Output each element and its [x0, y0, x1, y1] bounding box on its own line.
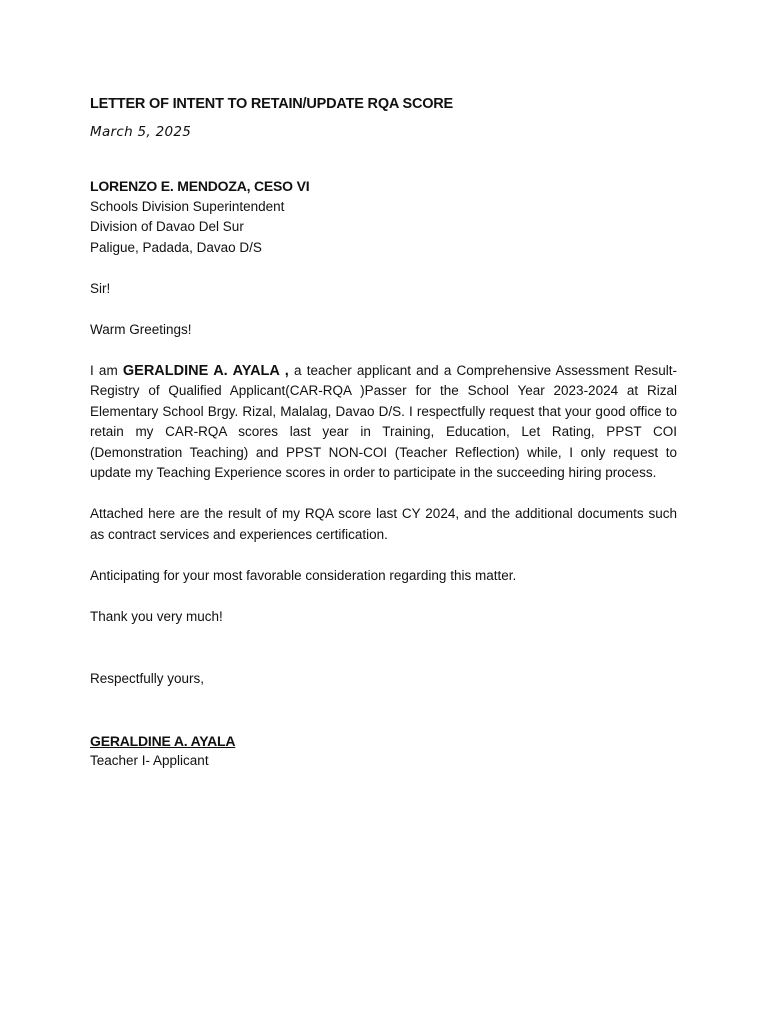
- salutation: Sir!: [90, 280, 111, 296]
- body-paragraph-intro: [90, 361, 677, 484]
- closing: Respectfully yours,: [90, 670, 205, 686]
- greeting: Warm Greetings!: [90, 321, 192, 337]
- signature-block: [90, 731, 677, 772]
- signatory-position: Teacher I- Applicant: [90, 753, 209, 768]
- spacer: [90, 648, 677, 669]
- addressee-block: [90, 176, 677, 258]
- signatory-name: GERALDINE A. AYALA: [90, 732, 236, 749]
- body-paragraph-consideration: Anticipating for your most favorable consideration regarding this matter.: [90, 567, 517, 583]
- intro-rest: a teacher applicant and a Comprehensive Assessment Result-Registry of Qualified Applicant(CAR-RQA )Passer for the School Year 2023-2024 at Rizal Elementary School Brgy. Rizal, Malalag, Davao D/S. I respectfully request that your good office to retain my CAR-RQA scores last year in Training, Education, Let Rating, PPST COI (Demonstration Teaching) and PPST NON-COI (Teacher Reflection) while, I only request to update my Teaching Experience scores in order to participate in the succeeding hiring process.: [90, 362, 677, 480]
- body-paragraph-attachments: Attached here are the result of my RQA score last CY 2024, and the additional documents such as contract services and experiences certification.: [90, 506, 677, 542]
- letter-date: March 5, 2025: [90, 124, 192, 140]
- addressee-position: Schools Division Superintendent: [90, 198, 285, 214]
- intro-prefix: I am: [90, 362, 123, 378]
- addressee-address: Paligue, Padada, Davao D/S: [90, 239, 262, 255]
- addressee-division: Division of Davao Del Sur: [90, 219, 244, 234]
- addressee-name: LORENZO E. MENDOZA, CESO VI: [90, 178, 310, 194]
- letter-title: LETTER OF INTENT TO RETAIN/UPDATE RQA SCORE: [90, 96, 454, 112]
- body-paragraph-thanks: Thank you very much!: [90, 608, 223, 624]
- applicant-name: GERALDINE A. AYALA ,: [122, 362, 289, 379]
- spacer: [90, 710, 677, 731]
- letter-page: [90, 92, 677, 772]
